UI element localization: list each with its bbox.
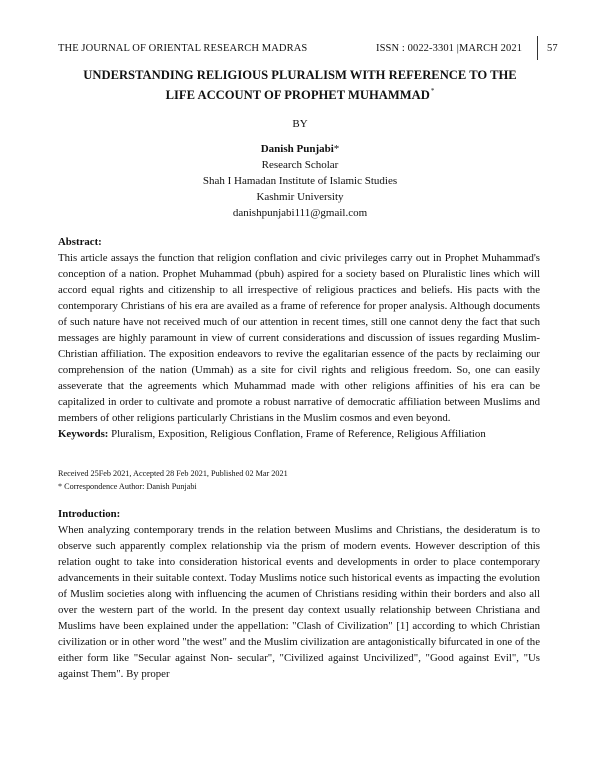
header-divider (537, 36, 538, 60)
author-mark: * (333, 143, 340, 155)
by-label: BY (292, 118, 308, 130)
author-university: Kashmir University (256, 191, 344, 203)
publication-dates: Received 25Feb 2021, Accepted 28 Feb 2021, Published 02 Mar 2021 (58, 469, 288, 478)
author-name-line (0, 141, 600, 157)
author-institute: Shah I Hamadan Institute of Islamic Studies (202, 175, 398, 187)
title-line-1: UNDERSTANDING RELIGIOUS PLURALISM WITH REFERENCE TO THE (83, 68, 517, 82)
author-block (0, 141, 600, 221)
running-header (58, 40, 560, 58)
abstract-section (58, 234, 540, 442)
page-number: 57 (547, 43, 558, 54)
title-line-2 (40, 83, 560, 103)
introduction-heading: Introduction: (58, 508, 121, 520)
article-title (40, 67, 560, 103)
title-line-2-text: LIFE ACCOUNT OF PROPHET MUHAMMAD (165, 88, 430, 102)
keywords-text: Pluralism, Exposition, Religious Conflation, Frame of Reference, Religious Affiliation (108, 428, 486, 440)
introduction-section (58, 506, 540, 682)
author-email: danishpunjabi111@gmail.com (232, 207, 368, 219)
keywords-line (58, 426, 540, 442)
correspondence-note: * Correspondence Author: Danish Punjabi (58, 482, 197, 491)
abstract-heading: Abstract: (58, 236, 102, 248)
author-role: Research Scholar (261, 159, 339, 171)
author-name: Danish Punjabi (260, 143, 334, 155)
title-footnote-mark: * (430, 87, 435, 95)
journal-name: THE JOURNAL OF ORIENTAL RESEARCH MADRAS (58, 43, 308, 54)
keywords-label: Keywords: (58, 428, 109, 440)
abstract-text: This article assays the function that religion conflation and civic privileges carry out in Prophet Muhammad's conception of a nation. Prophet Muhammad (pbuh) aspired for a society based on Pluralistic lines which will accord equal rights and citizenship to all irrespective of religious practices and beliefs. His pacts with the contemporary Christians of his era are availed as a frame of reference for proper analysis. Although documents of such nature have not received much of our attention in recent times, still one cannot deny the fact that such messages are highly paramount in view of current considerations and discussion of issues regarding Muslim-Christian affiliation. The exposition endeavors to revive the egalitarian essence of the pacts by reclaiming our comprehension of the nation (Ummah) as a site for civil rights and religious freedom. So, one can easily asseverate that the agreements which Muhammad made with other religions affinities of his era can be capitalized in order to cultivate and promote a robust narrative of democratic affiliation between Muslims and members of other religions particularly Christians in the Muslim cosmos and even beyond. (58, 252, 540, 424)
article-meta (58, 467, 540, 493)
introduction-text: When analyzing contemporary trends in the relation between Muslims and Christians, the desideratum is to observe such apparently complex relationship via the prism of modern events. However description of this relation ought to take into consideration historical events and developments in order to place contemporary advancements in their suitable context. Today Muslims notice such historical events as impacting the evolution of Muslim societies along with influencing the acumen of Christians residing within their borders and also all over the western part of the world. In the present day context usually relationship between Christiana and Muslims have been explained under the appellation: "Clash of Civilization" [1] according to which Christian civilization or in other word "the west" and the Muslim civilization are antagonistically bifurcated in one of the either form like "Secular against Non- secular", "Civilized against Uncivilized", "Good against Evil", "Us against Them". By proper (58, 524, 540, 680)
issn-date: ISSN : 0022-3301 |MARCH 2021 (376, 43, 523, 54)
